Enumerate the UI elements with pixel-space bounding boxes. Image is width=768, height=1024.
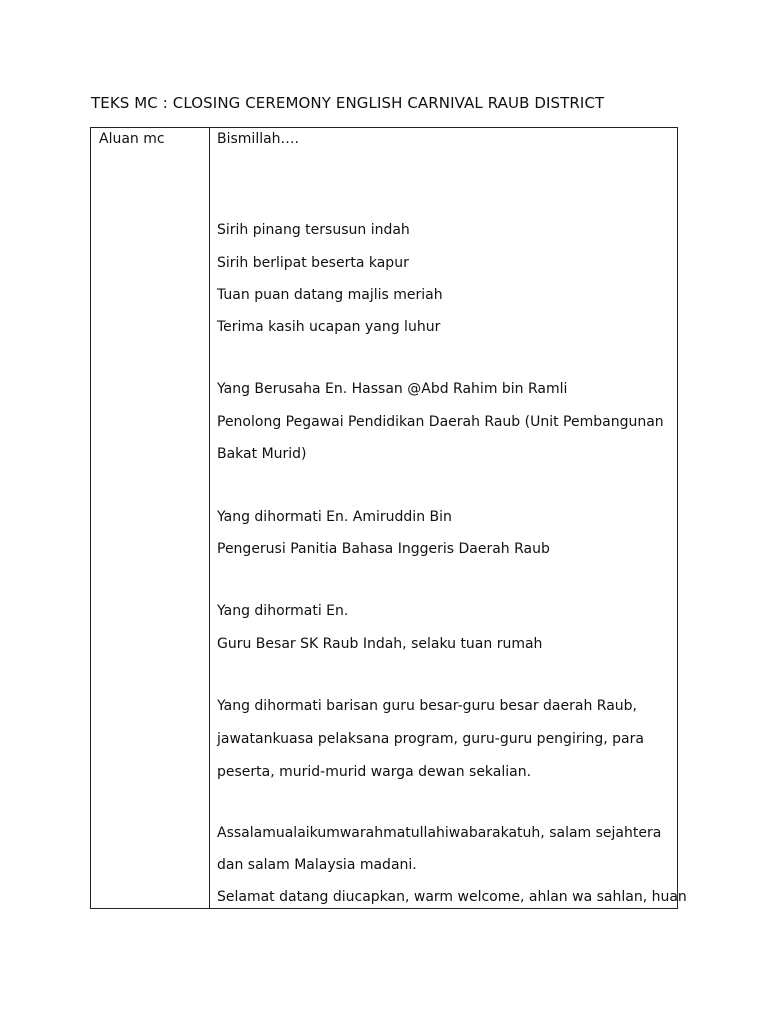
text-line: dan salam Malaysia madani. bbox=[217, 857, 417, 873]
text-line: Sirih berlipat beserta kapur bbox=[217, 255, 409, 271]
text-line: Bakat Murid) bbox=[217, 446, 307, 462]
page-title: TEKS MC : CLOSING CEREMONY ENGLISH CARNIVAL RAUB DISTRICT bbox=[91, 94, 605, 112]
text-line: Yang dihormati barisan guru besar-guru besar daerah Raub, bbox=[217, 698, 637, 714]
text-line: Yang dihormati En. Amiruddin Bin bbox=[217, 509, 452, 525]
content-cell bbox=[217, 128, 687, 908]
text-line: peserta, murid-murid warga dewan sekalian. bbox=[217, 764, 532, 780]
text-line: Penolong Pegawai Pendidikan Daerah Raub (Unit Pembangunan bbox=[217, 414, 664, 430]
text-line: Yang dihormati En. bbox=[217, 603, 349, 619]
text-line: Bismillah…. bbox=[217, 131, 299, 147]
column-divider bbox=[209, 128, 210, 908]
text-line: Tuan puan datang majlis meriah bbox=[217, 287, 443, 303]
text-line: jawatankuasa pelaksana program, guru-guru pengiring, para bbox=[217, 731, 644, 747]
text-line: Pengerusi Panitia Bahasa Inggeris Daerah Raub bbox=[217, 541, 550, 557]
text-line: Selamat datang diucapkan, warm welcome, ahlan wa sahlan, huan bbox=[217, 889, 687, 905]
text-line: Terima kasih ucapan yang luhur bbox=[217, 319, 441, 335]
text-line: Guru Besar SK Raub Indah, selaku tuan rumah bbox=[217, 636, 543, 652]
text-line: Assalamualaikumwarahmatullahiwabarakatuh, salam sejahtera bbox=[217, 825, 662, 841]
label-cell: Aluan mc bbox=[99, 131, 165, 147]
text-line: Yang Berusaha En. Hassan @Abd Rahim bin Ramli bbox=[217, 381, 568, 397]
mc-script-table bbox=[90, 127, 687, 909]
text-line: Sirih pinang tersusun indah bbox=[217, 222, 410, 238]
